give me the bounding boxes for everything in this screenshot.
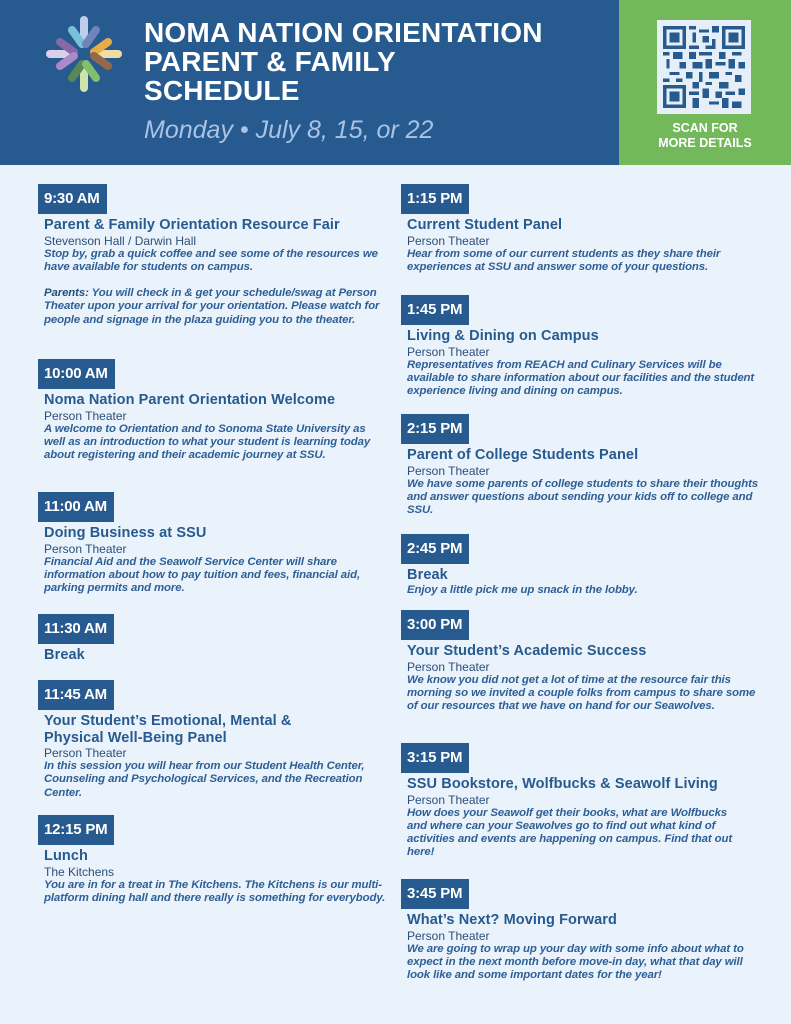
event-description: Hear from some of our current students as they share their experiences at SSU and answer some of your questions. — [407, 247, 721, 273]
schedule-item — [401, 184, 761, 274]
scan-caption-line: MORE DETAILS — [658, 136, 752, 150]
time-badge: 11:45 AM — [38, 680, 114, 710]
compass-arrows-logo-icon — [46, 16, 122, 92]
schedule-item — [401, 414, 761, 517]
event-description: Financial Aid and the Seawolf Service Center will share information about how to pay tuition and fees, financial aid, parking permits and more. — [44, 555, 361, 595]
event-note — [44, 287, 388, 327]
event-location: Person Theater — [407, 659, 490, 674]
event-location: Person Theater — [407, 233, 490, 248]
qr-panel — [619, 0, 791, 165]
event-location: Person Theater — [44, 541, 127, 556]
qr-code-icon[interactable] — [657, 20, 751, 114]
schedule-item — [401, 295, 761, 398]
event-location: Person Theater — [407, 463, 490, 478]
event-location: The Kitchens — [44, 864, 115, 879]
time-badge: 3:45 PM — [401, 879, 469, 909]
event-description: Representatives from REACH and Culinary Services will be available to share information about our facilities and the student experience living and dining on campus. — [407, 358, 755, 398]
event-title: Break — [407, 567, 448, 583]
time-badge: 12:15 PM — [38, 815, 114, 845]
date-subtitle: Monday • July 8, 15, or 22 — [144, 116, 434, 144]
event-title: What’s Next? Moving Forward — [407, 912, 618, 928]
time-badge: 1:45 PM — [401, 295, 469, 325]
schedule-item — [401, 534, 761, 597]
scan-caption-line: SCAN FOR — [672, 121, 738, 135]
time-badge: 11:30 AM — [38, 614, 114, 644]
time-badge: 3:00 PM — [401, 610, 469, 640]
event-title: Parent & Family Orientation Resource Fair — [44, 217, 340, 233]
event-location: Person Theater — [407, 928, 490, 943]
event-location: Stevenson Hall / Darwin Hall — [44, 233, 197, 248]
event-location: Person Theater — [44, 408, 127, 423]
event-description: We know you did not get a lot of time at the resource fair this morning so we invited a couple folks from campus to share some of our resources that we have on hand for our Seawolves. — [407, 673, 756, 713]
event-title: Parent of College Students Panel — [407, 447, 639, 463]
time-badge: 11:00 AM — [38, 492, 114, 522]
time-badge: 10:00 AM — [38, 359, 115, 389]
schedule-item — [401, 879, 761, 982]
event-location: Person Theater — [407, 344, 490, 359]
event-description: You are in for a treat in The Kitchens. The Kitchens is our multi-platform dining hall and there really is something for everybody. — [44, 878, 386, 904]
schedule-item — [38, 359, 388, 462]
event-description: We have some parents of college students to share their thoughts and answer questions about sending your kids off to college and SSU. — [407, 477, 758, 517]
event-description: In this session you will hear from our Student Health Center, Counseling and Psychological Services, and the Recreation Center. — [44, 760, 365, 799]
event-description: A welcome to Orientation and to Sonoma State University as well as an introduction to what your student is learning today about registering and their academic journey at SSU. — [44, 422, 371, 462]
time-badge: 2:15 PM — [401, 414, 469, 444]
schedule-item — [38, 614, 388, 664]
page-title — [144, 18, 614, 105]
event-title: Your Student’s Academic Success — [407, 643, 647, 659]
event-title: Your Student’s Emotional, Mental & Physical Well-Being Panel — [44, 713, 292, 746]
event-description: Stop by, grab a quick coffee and see some of the resources we have available for students on campus. — [44, 247, 378, 273]
header-banner — [0, 0, 619, 165]
time-badge: 9:30 AM — [38, 184, 107, 214]
event-title: Noma Nation Parent Orientation Welcome — [44, 392, 336, 408]
note-label: Parents: — [44, 287, 89, 300]
schedule-item — [38, 492, 388, 595]
schedule-item — [38, 680, 388, 800]
event-title: Break — [44, 647, 85, 663]
title-line: SCHEDULE — [144, 75, 300, 106]
event-description: Enjoy a little pick me up snack in the lobby. — [407, 583, 638, 596]
event-title: SSU Bookstore, Wolfbucks & Seawolf Living — [407, 776, 718, 792]
event-location: Person Theater — [407, 792, 490, 807]
time-badge: 2:45 PM — [401, 534, 469, 564]
note-text: You will check in & get your schedule/swag at Person Theater upon your arrival for your orientation. Please watch for people and signage in the plaza guiding you to the theater. — [44, 287, 380, 326]
event-title: Current Student Panel — [407, 217, 563, 233]
schedule-item — [401, 743, 761, 860]
schedule-item — [401, 610, 761, 713]
schedule-item — [38, 184, 388, 327]
time-badge: 3:15 PM — [401, 743, 469, 773]
event-title: Living & Dining on Campus — [407, 328, 599, 344]
time-badge: 1:15 PM — [401, 184, 469, 214]
scan-caption — [619, 121, 791, 151]
event-title: Doing Business at SSU — [44, 525, 207, 541]
title-line: NOMA NATION ORIENTATION — [144, 17, 543, 48]
event-location: Person Theater — [44, 746, 127, 760]
event-description: We are going to wrap up your day with some info about what to expect in the next month before move-in day, what that day will look like and some important dates for the year! — [407, 942, 744, 982]
event-title: Lunch — [44, 848, 88, 864]
schedule-item — [38, 815, 388, 905]
title-line: PARENT & FAMILY — [144, 46, 396, 77]
event-description: How does your Seawolf get their books, what are Wolfbucks and where can your Seawolves go to find out what kind of activities and events are happening on campus. Find that out here! — [407, 806, 733, 859]
